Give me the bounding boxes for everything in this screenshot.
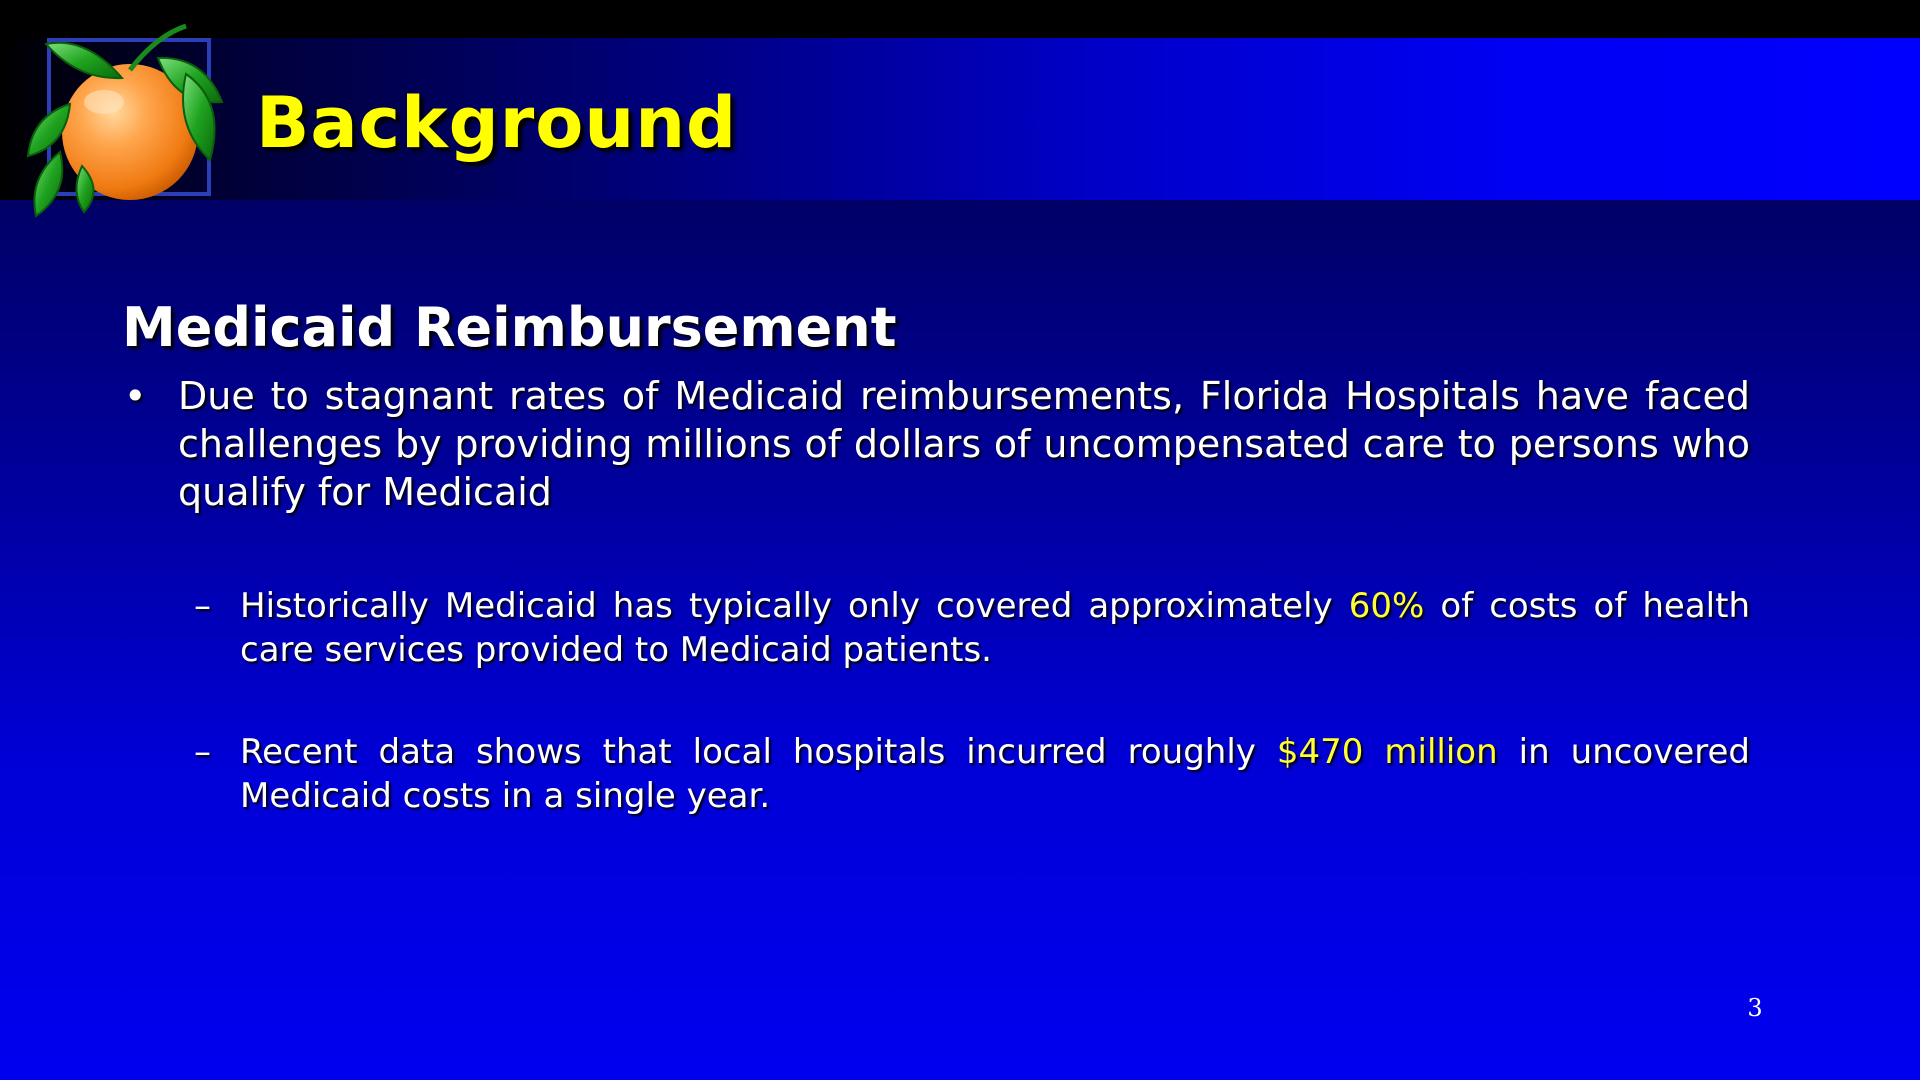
subpoint-text-start: Recent data shows that local hospitals incurred roughly [240, 732, 1277, 772]
subpoint-item [194, 584, 1750, 672]
bullet-marker: • [124, 374, 147, 418]
subpoint-marker: – [194, 586, 211, 626]
subpoint-item [194, 730, 1750, 818]
orange-icon [26, 22, 226, 218]
subpoint-text [240, 584, 1750, 672]
bullet-text: Due to stagnant rates of Medicaid reimbursements, Florida Hospitals have faced challenges by providing millions of dollars of uncompensated care to persons who qualify for Medicaid [178, 374, 1750, 514]
subpoint-marker: – [194, 732, 211, 772]
page-number: 3 [1747, 994, 1763, 1022]
section-heading: Medicaid Reimbursement [122, 296, 897, 359]
slide-title: Background [256, 82, 738, 164]
highlight-percent: 60% [1348, 586, 1425, 626]
subpoint-text [240, 730, 1750, 818]
subpoint-text-end: of costs of health care services provided to Medicaid patients. [240, 586, 1751, 670]
bullet-item [124, 372, 1750, 516]
highlight-amount: $470 million [1276, 732, 1498, 772]
subpoint-text-start: Historically Medicaid has typically only covered approximately [240, 586, 1349, 626]
subpoint-text-end: in uncovered Medicaid costs in a single year. [240, 732, 1751, 816]
top-black-band [0, 0, 1920, 38]
